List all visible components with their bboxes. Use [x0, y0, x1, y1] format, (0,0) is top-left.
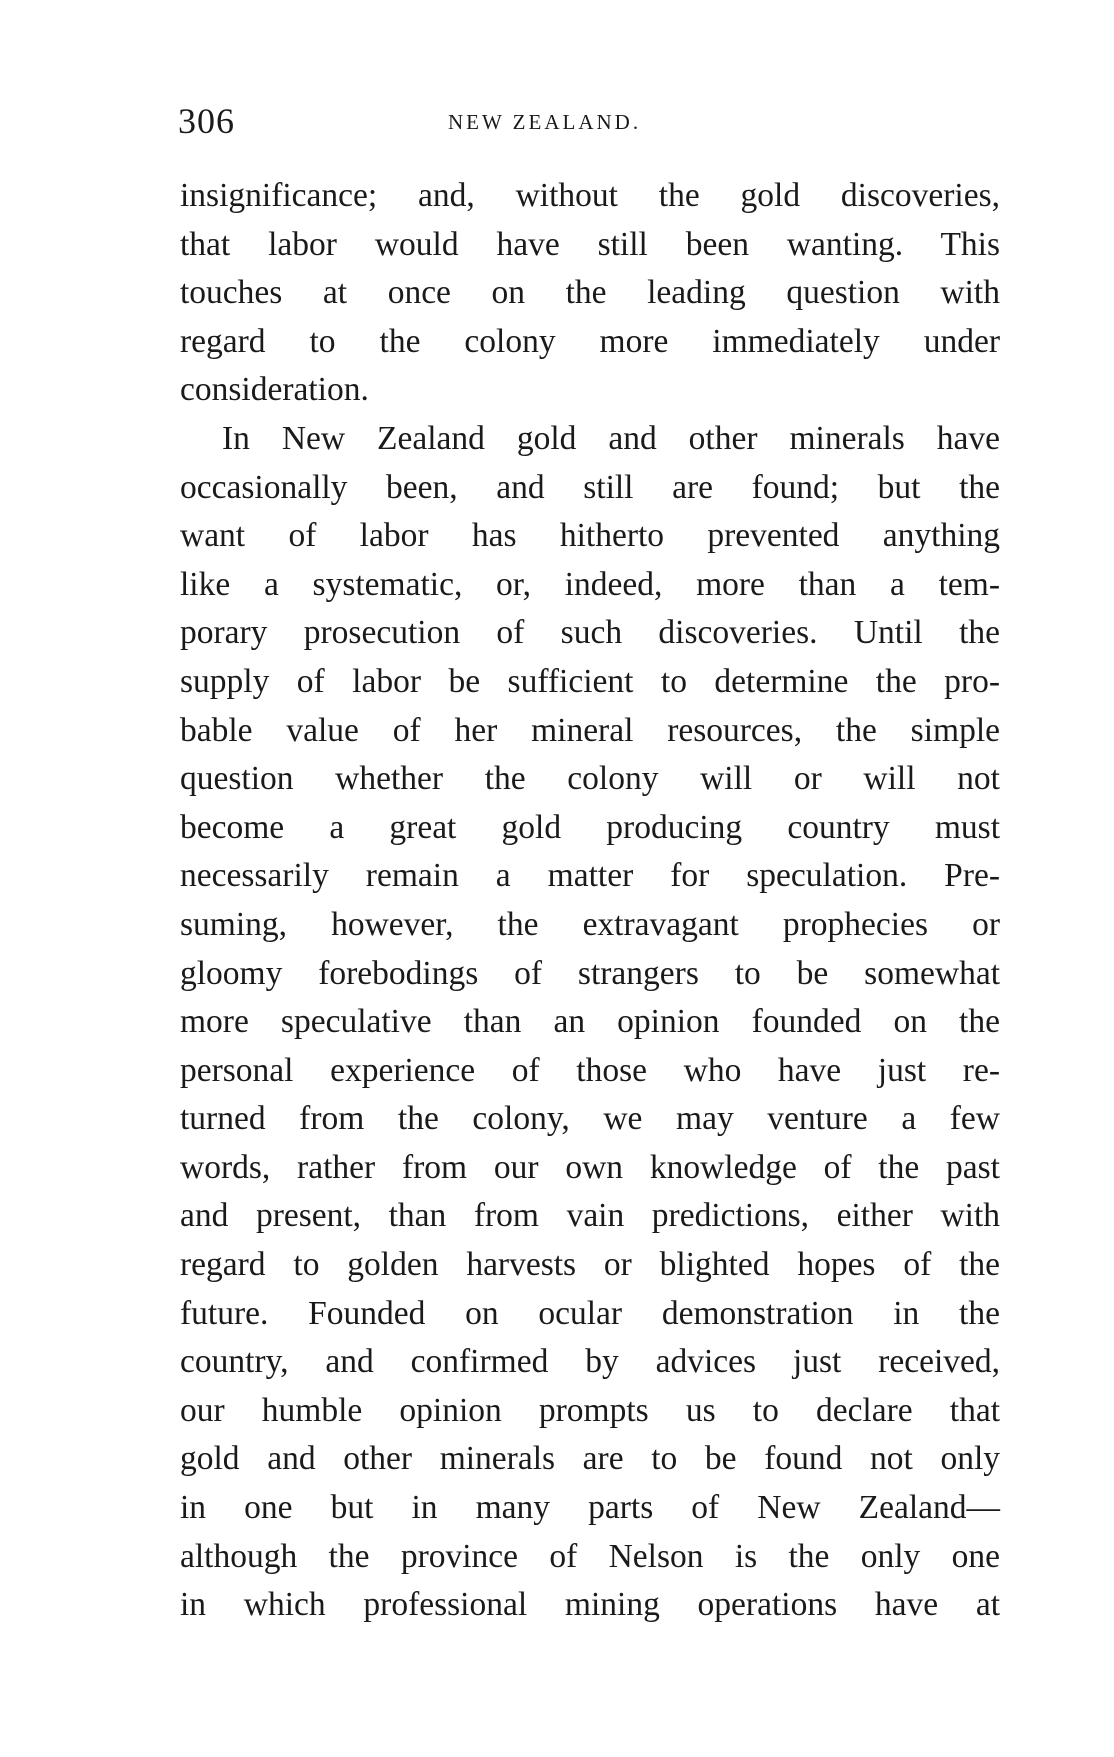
- text-line: country, and confirmed by advices just received,: [180, 1343, 1000, 1381]
- text-line: words, rather from our own knowledge of the past: [180, 1148, 1000, 1186]
- text-line: become a great gold producing country must: [180, 808, 1000, 846]
- text-line: consideration.: [180, 371, 369, 409]
- text-line: personal experience of those who have just re-: [180, 1051, 1000, 1089]
- text-line: regard to golden harvests or blighted hopes of the: [180, 1246, 1000, 1284]
- text-line: bable value of her mineral resources, the simple: [180, 711, 1000, 749]
- text-line: and present, than from vain predictions, either with: [180, 1197, 1000, 1235]
- text-line: insignificance; and, without the gold discoveries,: [180, 177, 1000, 214]
- text-line: want of labor has hitherto prevented anything: [180, 517, 1000, 555]
- text-line: like a systematic, or, indeed, more than a tem-: [180, 565, 1000, 603]
- text-line: In New Zealand gold and other minerals have: [222, 419, 1000, 457]
- running-title: NEW ZEALAND.: [448, 110, 642, 134]
- text-line: although the province of Nelson is the only one: [180, 1537, 1000, 1575]
- text-line: in which professional mining operations have at: [180, 1586, 1000, 1624]
- text-line: occasionally been, and still are found; but the: [180, 468, 1000, 506]
- text-line: our humble opinion prompts us to declare that: [180, 1391, 1000, 1429]
- text-line: gloomy forebodings of strangers to be somewhat: [180, 954, 1000, 992]
- text-line: necessarily remain a matter for speculation. Pre-: [180, 857, 1000, 895]
- page-number: 306: [178, 101, 235, 141]
- paragraph: [180, 415, 1000, 1630]
- page-header: [178, 100, 998, 150]
- text-line: suming, however, the extravagant prophecies or: [180, 905, 1000, 943]
- text-line: porary prosecution of such discoveries. Until the: [180, 614, 1000, 652]
- text-line: turned from the colony, we may venture a few: [180, 1100, 1000, 1138]
- body-text: [180, 172, 1000, 1630]
- text-line: regard to the colony more immediately under: [180, 322, 1000, 360]
- text-line: question whether the colony will or will not: [180, 760, 1000, 798]
- paragraph: [180, 172, 1000, 415]
- text-line: in one but in many parts of New Zealand—: [180, 1489, 1000, 1527]
- text-line: that labor would have still been wanting. This: [180, 225, 1000, 263]
- text-line: gold and other minerals are to be found not only: [180, 1440, 1000, 1478]
- text-line: more speculative than an opinion founded on the: [180, 1003, 1000, 1041]
- text-line: supply of labor be sufficient to determine the pro-: [180, 662, 1000, 700]
- text-line: future. Founded on ocular demonstration in the: [180, 1294, 1000, 1332]
- text-line: touches at once on the leading question with: [180, 274, 1000, 312]
